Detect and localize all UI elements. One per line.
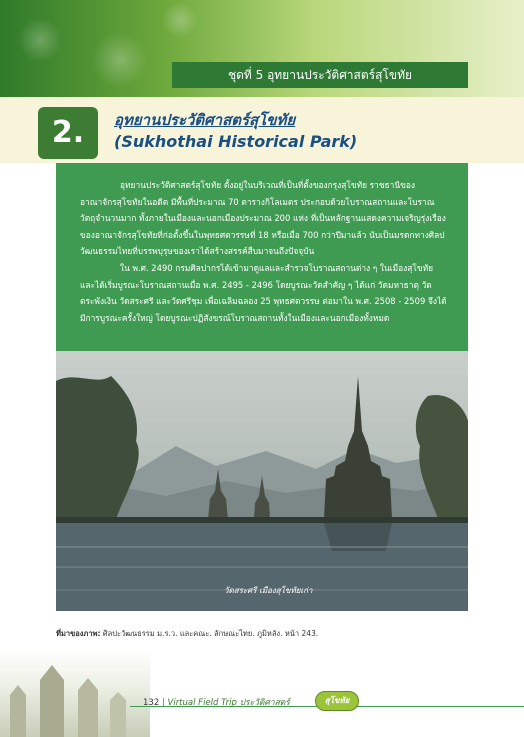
body-paragraph-2: ใน พ.ศ. 2490 กรมศิลปากรได้เข้ามาดูแลและสำรวจโบราณสถานต่าง ๆ ในเมืองสุโขทัย และได้เริ่มบูรณะโบราณสถานเมื่อ พ.ศ. 2495 - 2496 โดยบูรณะวัดสำคัญ ๆ ได้แก่ วัดมหาธาตุ วัดตระพังเงิน วัดสระศรี และวัดศรีชุม เพื่อเฉลิมฉลอง 25 พุทธศตวรรษ ต่อมาใน พ.ศ. 2508 - 2509 จึงได้มีการบูรณะครั้งใหญ่ โดยบูรณะปฏิสังขรณ์โบราณสถานทั้งในเมืองและนอกเมืองทั้งหมด (80, 262, 447, 323)
section-title-thai: อุทยานประวัติศาสตร์สุโขทัย (114, 111, 296, 129)
sukhothai-logo (315, 691, 359, 711)
photo-caption: วัดสระศรี เมืองสุโขทัยเก่า (224, 586, 313, 595)
body-text-box (56, 163, 468, 351)
footer-text (143, 695, 290, 709)
section-number: 2. (38, 107, 98, 159)
series-title: ชุดที่ 5 อุทยานประวัติศาสตร์สุโขทัย (172, 62, 468, 88)
wat-sa-si-photo (56, 351, 468, 611)
sukhothai-logo-text: สุโขทัย (324, 696, 350, 705)
section-title-english: (Sukhothai Historical Park) (114, 132, 358, 151)
ruins-decoration (0, 650, 150, 737)
footer-separator: | (161, 698, 165, 708)
image-source (56, 628, 318, 640)
footer-book-title: Virtual Field Trip ประวัติศาสตร์ (167, 698, 290, 708)
source-text: ศิลปะวัฒนธรรม ม.ร.ว. และคณะ. ลักษณะไทย. ภูมิหลัง. หน้า 243. (102, 629, 319, 638)
photo-illustration (56, 351, 468, 611)
body-paragraph-1: อุทยานประวัติศาสตร์สุโขทัย ตั้งอยู่ในบริเวณที่เป็นที่ตั้งของกรุงสุโขทัย ราชธานีของอาณาจักรสุโขทัยในอดีต มีพื้นที่ประมาณ 70 ตารางกิโลเมตร ประกอบด้วยโบราณสถานและโบราณวัตถุจำนวนมาก ทั้งภายในเมืองและนอกเมืองประมาณ 200 แห่ง ที่เป็นหลักฐานแสดงความเจริญรุ่งเรืองของอาณาจักรสุโขทัยที่ก่อตั้งขึ้นในพุทธศตวรรษที่ 18 หรือเมื่อ 700 กว่าปีมาแล้ว นับเป็นมรดกทางศิลปวัฒนธรรมไทยที่บรรพบุรุษของเราได้สร้างสรรค์สืบมาจนถึงปัจจุบัน (80, 180, 446, 257)
page-number: 132 (143, 698, 160, 708)
ruins-illustration (0, 650, 150, 737)
source-label: ที่มาของภาพ: (56, 629, 101, 638)
